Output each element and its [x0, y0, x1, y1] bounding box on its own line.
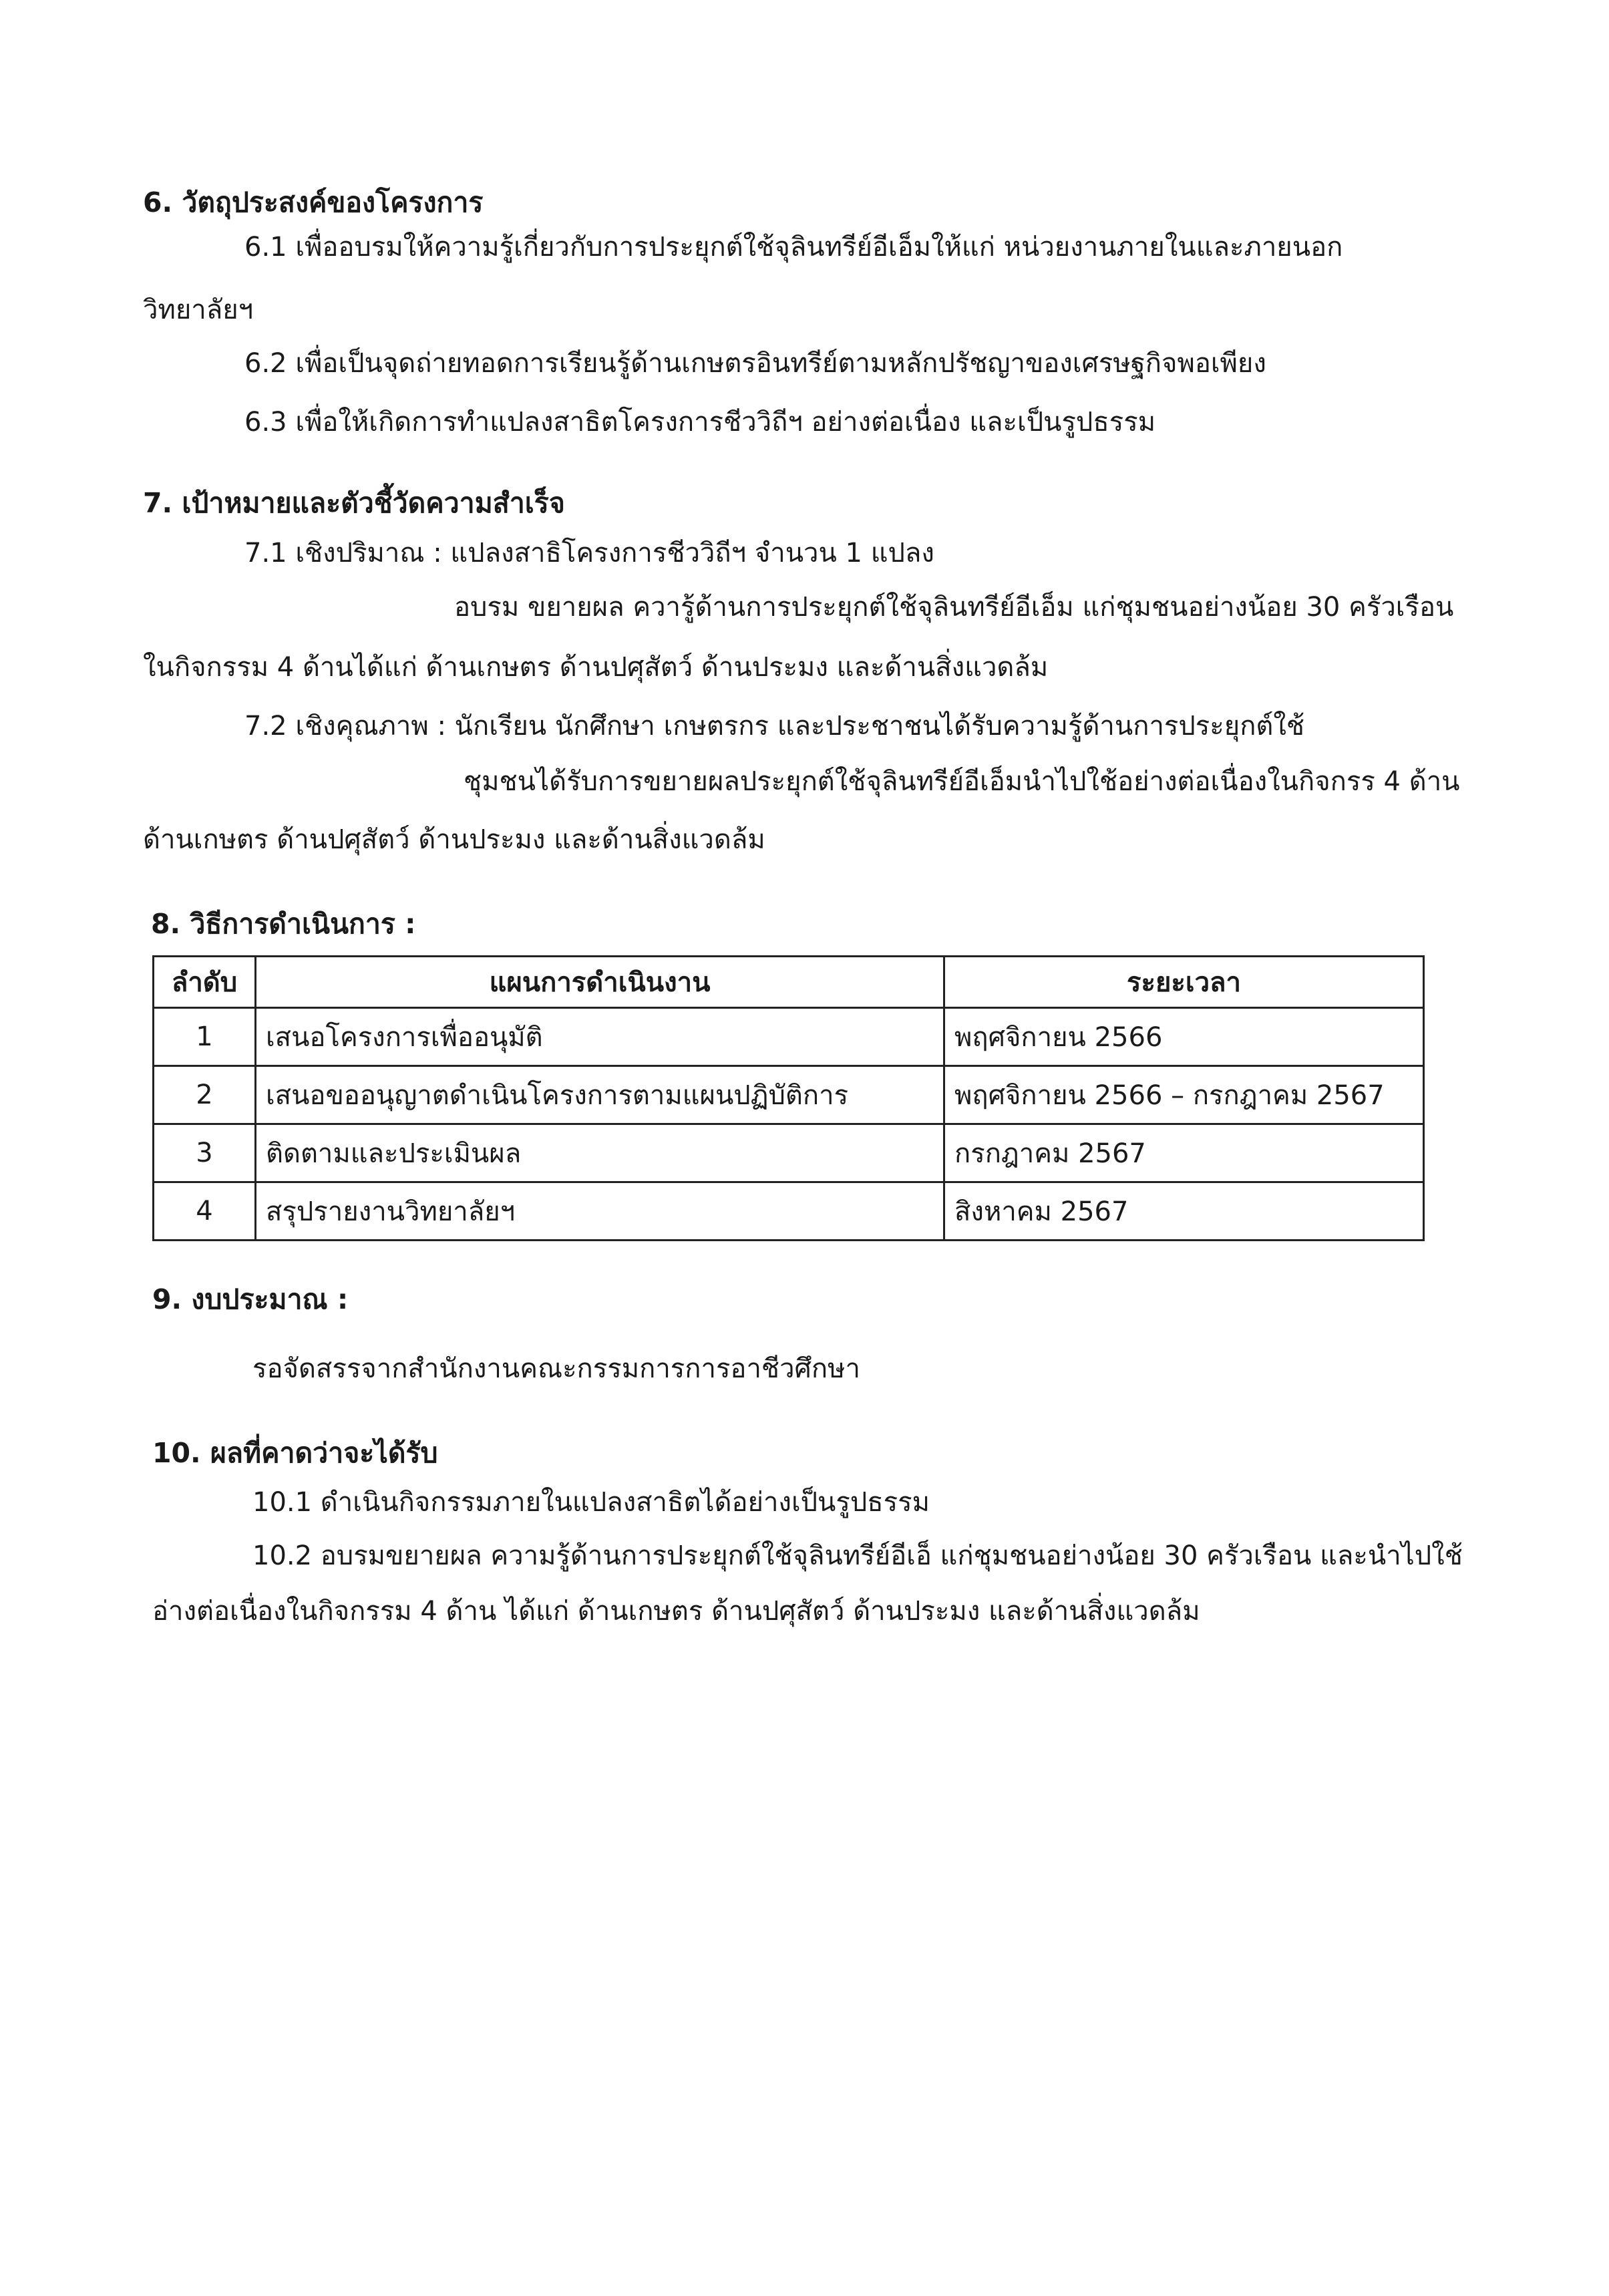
header-plan: แผนการดำเนินงาน [256, 957, 944, 1008]
result-10-2-cont: อ่างต่อเนื่องในกิจกรรม 4 ด้าน ได้แก่ ด้านเกษตร ด้านปศุสัตว์ ด้านประมง และด้านสิ่งแวดล้ม [152, 1596, 1200, 1627]
budget-text: รอจัดสรรจากสำนักงานคณะกรรมการการอาชีวศึกษา [252, 1353, 860, 1384]
header-period: ระยะเวลา [944, 957, 1424, 1008]
target-quantity-line-1: 7.1 เชิงปริมาณ : แปลงสาธิโครงการชีววิถีฯ จำนวน 1 แปลง [244, 538, 934, 568]
target-quantity-line-3: ในกิจกรรม 4 ด้านได้แก่ ด้านเกษตร ด้านปศุสัตว์ ด้านประมง และด้านสิ่งแวดล้ม [143, 652, 1049, 683]
header-order: ลำดับ [154, 957, 256, 1008]
section-6-heading: 6. วัตถุประสงค์ของโครงการ [143, 186, 484, 218]
table-row [154, 1008, 1424, 1066]
objective-6-1-cont: วิทยาลัยฯ [143, 295, 254, 325]
row-period: สิงหาคม 2567 [944, 1182, 1424, 1241]
objective-6-2: 6.2 เพื่อเป็นจุดถ่ายทอดการเรียนรู้ด้านเกษตรอินทรีย์ตามหลักปรัชญาของเศรษฐกิจพอเพียง [244, 348, 1266, 379]
table-row [154, 1124, 1424, 1182]
target-quality-line-1: 7.2 เชิงคุณภาพ : นักเรียน นักศึกษา เกษตรกร และประชาชนได้รับความรู้ด้านการประยุกต์ใช้ [244, 711, 1305, 742]
section-10-heading: 10. ผลที่คาดว่าจะได้รับ [152, 1437, 438, 1469]
row-order: 3 [154, 1124, 256, 1182]
operation-plan-table [152, 955, 1425, 1241]
objective-6-1: 6.1 เพื่ออบรมให้ความรู้เกี่ยวกับการประยุกต์ใช้จุลินทรีย์อีเอ็มให้แก่ หน่วยงานภายในและภายนอก [244, 232, 1343, 263]
row-period: กรกฎาคม 2567 [944, 1124, 1424, 1182]
row-period: พฤศจิกายน 2566 – กรกฎาคม 2567 [944, 1066, 1424, 1124]
objective-6-3: 6.3 เพื่อให้เกิดการทำแปลงสาธิตโครงการชีววิถีฯ อย่างต่อเนื่อง และเป็นรูปธรรม [244, 407, 1156, 438]
table-row [154, 1182, 1424, 1241]
section-8-heading: 8. วิธีการดำเนินการ : [151, 908, 416, 940]
row-period: พฤศจิกายน 2566 [944, 1008, 1424, 1066]
row-plan: เสนอโครงการเพื่ออนุมัติ [256, 1008, 944, 1066]
row-order: 1 [154, 1008, 256, 1066]
result-10-2: 10.2 อบรมขยายผล ความรู้ด้านการประยุกต์ใช้จุลินทรีย์อีเอ็ แก่ชุมชนอย่างน้อย 30 ครัวเรือน และนำไปใช้ [252, 1540, 1463, 1571]
section-7-heading: 7. เป้าหมายและตัวชี้วัดความสำเร็จ [143, 487, 565, 519]
row-plan: เสนอขออนุญาตดำเนินโครงการตามแผนปฏิบัติการ [256, 1066, 944, 1124]
result-10-1: 10.1 ดำเนินกิจกรรมภายในแปลงสาธิตได้อย่างเป็นรูปธรรม [252, 1487, 930, 1518]
row-order: 2 [154, 1066, 256, 1124]
target-quality-line-2: ชุมชนได้รับการขยายผลประยุกต์ใช้จุลินทรีย์อีเอ็มนำไปใช้อย่างต่อเนื่องในกิจกรร 4 ด้าน [464, 766, 1460, 797]
target-quantity-line-2: อบรม ขยายผล ควารู้ด้านการประยุกต์ใช้จุลินทรีย์อีเอ็ม แก่ชุมชนอย่างน้อย 30 ครัวเรือน [454, 592, 1454, 623]
table-header-row [154, 957, 1424, 1008]
table-row [154, 1066, 1424, 1124]
section-9-heading: 9. งบประมาณ : [152, 1283, 349, 1315]
row-plan: ติดตามและประเมินผล [256, 1124, 944, 1182]
target-quality-line-3: ด้านเกษตร ด้านปศุสัตว์ ด้านประมง และด้านสิ่งแวดล้ม [143, 824, 765, 855]
row-order: 4 [154, 1182, 256, 1241]
row-plan: สรุปรายงานวิทยาลัยฯ [256, 1182, 944, 1241]
